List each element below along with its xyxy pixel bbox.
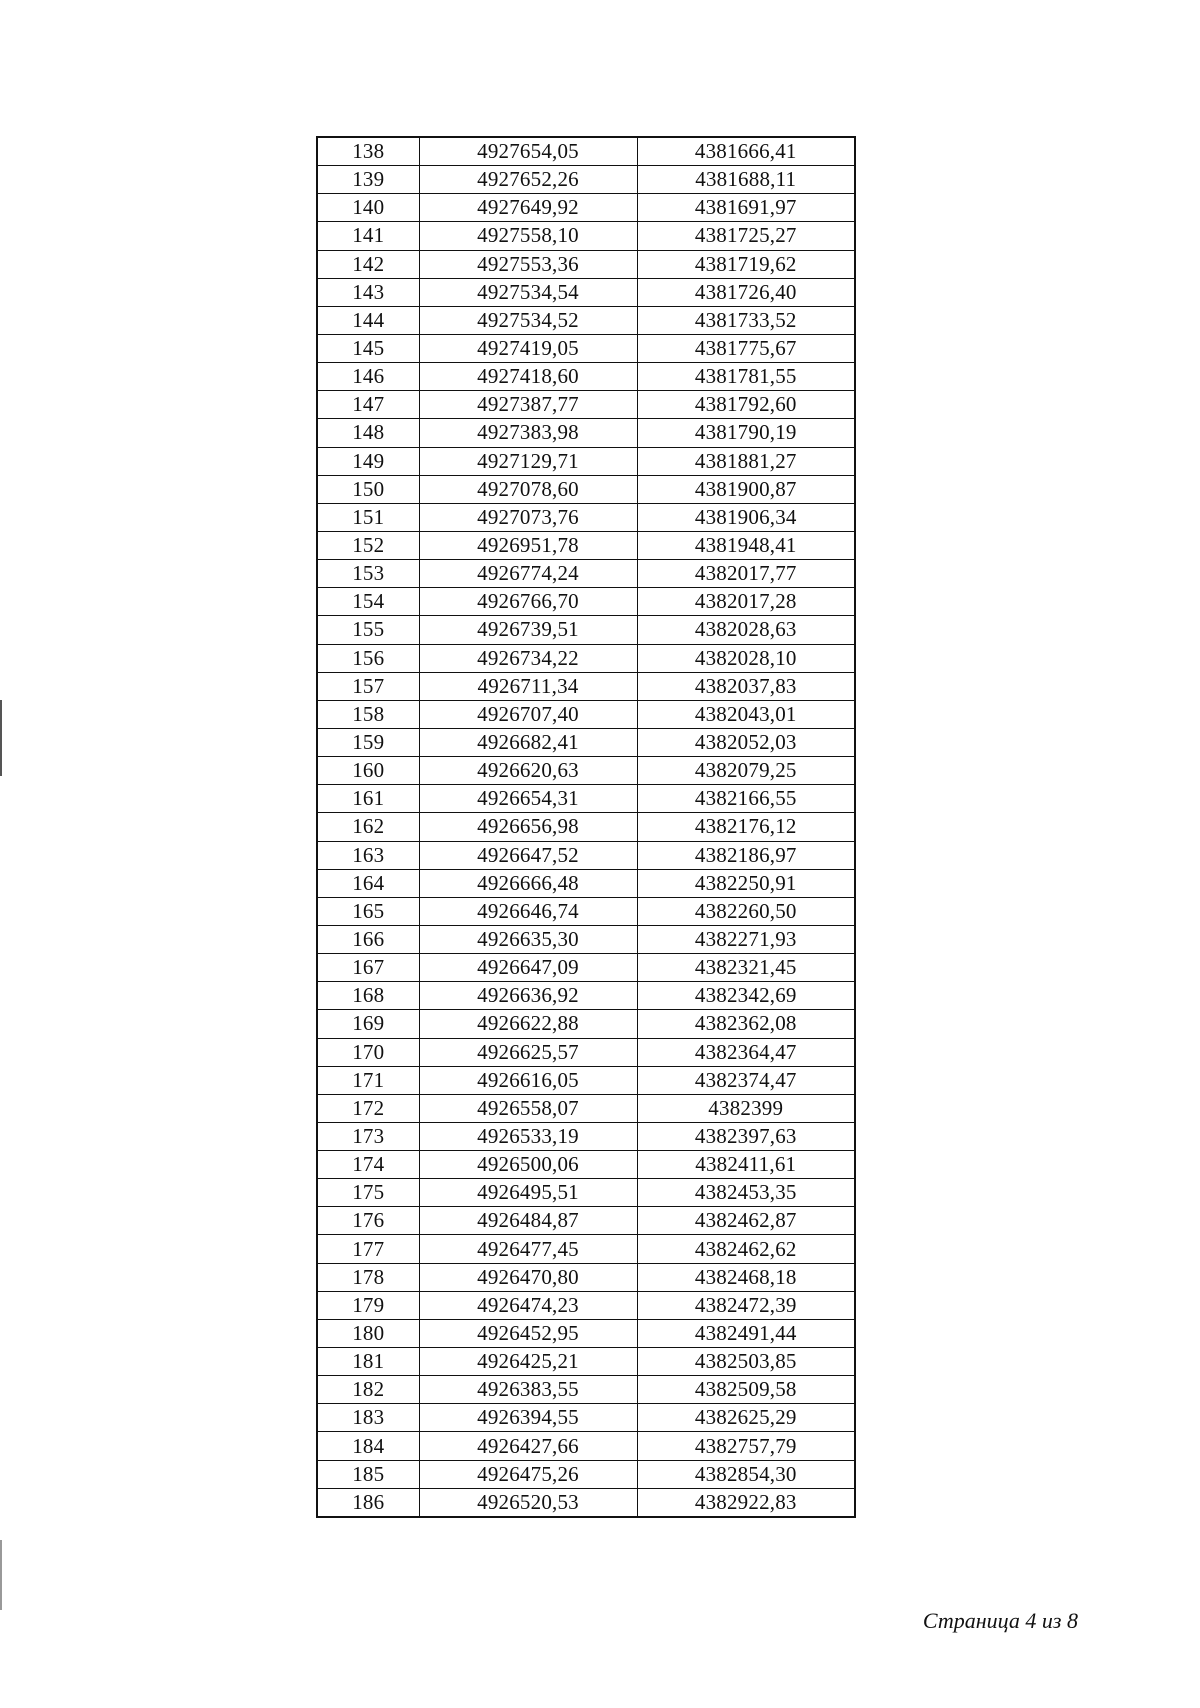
table-row xyxy=(317,363,855,391)
table-row xyxy=(317,813,855,841)
table-row xyxy=(317,475,855,503)
x-coordinate-cell: 4926474,23 xyxy=(419,1291,637,1319)
y-coordinate-cell: 4382399 xyxy=(637,1094,855,1122)
y-coordinate-cell: 4382176,12 xyxy=(637,813,855,841)
x-coordinate-cell: 4926616,05 xyxy=(419,1066,637,1094)
table-row xyxy=(317,194,855,222)
x-coordinate-cell: 4927387,77 xyxy=(419,391,637,419)
point-number-cell: 162 xyxy=(317,813,419,841)
x-coordinate-cell: 4927419,05 xyxy=(419,334,637,362)
y-coordinate-cell: 4381775,67 xyxy=(637,334,855,362)
x-coordinate-cell: 4926622,88 xyxy=(419,1010,637,1038)
y-coordinate-cell: 4382472,39 xyxy=(637,1291,855,1319)
point-number-cell: 178 xyxy=(317,1263,419,1291)
point-number-cell: 140 xyxy=(317,194,419,222)
point-number-cell: 177 xyxy=(317,1235,419,1263)
point-number-cell: 139 xyxy=(317,166,419,194)
table-row xyxy=(317,1235,855,1263)
x-coordinate-cell: 4926477,45 xyxy=(419,1235,637,1263)
x-coordinate-cell: 4926682,41 xyxy=(419,728,637,756)
table-row xyxy=(317,1460,855,1488)
x-coordinate-cell: 4927078,60 xyxy=(419,475,637,503)
point-number-cell: 172 xyxy=(317,1094,419,1122)
y-coordinate-cell: 4382321,45 xyxy=(637,954,855,982)
y-coordinate-cell: 4381719,62 xyxy=(637,250,855,278)
table-row xyxy=(317,616,855,644)
x-coordinate-cell: 4927652,26 xyxy=(419,166,637,194)
y-coordinate-cell: 4382028,10 xyxy=(637,644,855,672)
point-number-cell: 143 xyxy=(317,278,419,306)
y-coordinate-cell: 4381666,41 xyxy=(637,137,855,166)
x-coordinate-cell: 4926452,95 xyxy=(419,1319,637,1347)
point-number-cell: 166 xyxy=(317,925,419,953)
point-number-cell: 142 xyxy=(317,250,419,278)
scan-edge-mark xyxy=(0,1540,2,1610)
point-number-cell: 149 xyxy=(317,447,419,475)
table-row xyxy=(317,1207,855,1235)
y-coordinate-cell: 4382017,28 xyxy=(637,588,855,616)
y-coordinate-cell: 4382186,97 xyxy=(637,841,855,869)
x-coordinate-cell: 4926711,34 xyxy=(419,672,637,700)
table-row xyxy=(317,391,855,419)
y-coordinate-cell: 4382453,35 xyxy=(637,1179,855,1207)
x-coordinate-cell: 4926533,19 xyxy=(419,1122,637,1150)
y-coordinate-cell: 4382037,83 xyxy=(637,672,855,700)
table-row xyxy=(317,447,855,475)
x-coordinate-cell: 4926734,22 xyxy=(419,644,637,672)
point-number-cell: 159 xyxy=(317,728,419,756)
y-coordinate-cell: 4382503,85 xyxy=(637,1348,855,1376)
point-number-cell: 183 xyxy=(317,1404,419,1432)
x-coordinate-cell: 4926766,70 xyxy=(419,588,637,616)
table-row xyxy=(317,334,855,362)
table-row xyxy=(317,1122,855,1150)
y-coordinate-cell: 4381691,97 xyxy=(637,194,855,222)
table-row xyxy=(317,1151,855,1179)
x-coordinate-cell: 4926500,06 xyxy=(419,1151,637,1179)
scan-edge-mark xyxy=(0,700,2,776)
point-number-cell: 167 xyxy=(317,954,419,982)
x-coordinate-cell: 4927534,54 xyxy=(419,278,637,306)
y-coordinate-cell: 4381900,87 xyxy=(637,475,855,503)
x-coordinate-cell: 4926558,07 xyxy=(419,1094,637,1122)
point-number-cell: 180 xyxy=(317,1319,419,1347)
y-coordinate-cell: 4382271,93 xyxy=(637,925,855,953)
y-coordinate-cell: 4382250,91 xyxy=(637,869,855,897)
table-row xyxy=(317,306,855,334)
table-row xyxy=(317,1432,855,1460)
x-coordinate-cell: 4926394,55 xyxy=(419,1404,637,1432)
point-number-cell: 164 xyxy=(317,869,419,897)
y-coordinate-cell: 4382043,01 xyxy=(637,700,855,728)
point-number-cell: 168 xyxy=(317,982,419,1010)
point-number-cell: 175 xyxy=(317,1179,419,1207)
table-row xyxy=(317,531,855,559)
table-row xyxy=(317,757,855,785)
table-row xyxy=(317,1263,855,1291)
y-coordinate-cell: 4382462,87 xyxy=(637,1207,855,1235)
table-row xyxy=(317,1179,855,1207)
y-coordinate-cell: 4382757,79 xyxy=(637,1432,855,1460)
x-coordinate-cell: 4926647,09 xyxy=(419,954,637,982)
point-number-cell: 184 xyxy=(317,1432,419,1460)
y-coordinate-cell: 4382625,29 xyxy=(637,1404,855,1432)
point-number-cell: 170 xyxy=(317,1038,419,1066)
x-coordinate-cell: 4926520,53 xyxy=(419,1488,637,1517)
x-coordinate-cell: 4926646,74 xyxy=(419,897,637,925)
point-number-cell: 173 xyxy=(317,1122,419,1150)
point-number-cell: 138 xyxy=(317,137,419,166)
table-row xyxy=(317,982,855,1010)
point-number-cell: 158 xyxy=(317,700,419,728)
point-number-cell: 185 xyxy=(317,1460,419,1488)
point-number-cell: 161 xyxy=(317,785,419,813)
table-row xyxy=(317,222,855,250)
table-row xyxy=(317,672,855,700)
y-coordinate-cell: 4382462,62 xyxy=(637,1235,855,1263)
y-coordinate-cell: 4381948,41 xyxy=(637,531,855,559)
x-coordinate-cell: 4926656,98 xyxy=(419,813,637,841)
point-number-cell: 186 xyxy=(317,1488,419,1517)
x-coordinate-cell: 4926620,63 xyxy=(419,757,637,785)
point-number-cell: 176 xyxy=(317,1207,419,1235)
x-coordinate-cell: 4926495,51 xyxy=(419,1179,637,1207)
table-row xyxy=(317,588,855,616)
point-number-cell: 155 xyxy=(317,616,419,644)
point-number-cell: 147 xyxy=(317,391,419,419)
x-coordinate-cell: 4926470,80 xyxy=(419,1263,637,1291)
table-row xyxy=(317,1010,855,1038)
coordinates-table-body xyxy=(317,137,855,1517)
x-coordinate-cell: 4926427,66 xyxy=(419,1432,637,1460)
point-number-cell: 165 xyxy=(317,897,419,925)
x-coordinate-cell: 4926635,30 xyxy=(419,925,637,953)
x-coordinate-cell: 4926636,92 xyxy=(419,982,637,1010)
point-number-cell: 171 xyxy=(317,1066,419,1094)
x-coordinate-cell: 4927129,71 xyxy=(419,447,637,475)
point-number-cell: 146 xyxy=(317,363,419,391)
table-row xyxy=(317,503,855,531)
table-row xyxy=(317,1376,855,1404)
table-row xyxy=(317,897,855,925)
y-coordinate-cell: 4381726,40 xyxy=(637,278,855,306)
table-row xyxy=(317,166,855,194)
point-number-cell: 174 xyxy=(317,1151,419,1179)
table-row xyxy=(317,1404,855,1432)
point-number-cell: 148 xyxy=(317,419,419,447)
table-row xyxy=(317,1319,855,1347)
x-coordinate-cell: 4926707,40 xyxy=(419,700,637,728)
table-row xyxy=(317,869,855,897)
point-number-cell: 145 xyxy=(317,334,419,362)
y-coordinate-cell: 4382491,44 xyxy=(637,1319,855,1347)
table-row xyxy=(317,785,855,813)
y-coordinate-cell: 4382052,03 xyxy=(637,728,855,756)
x-coordinate-cell: 4926425,21 xyxy=(419,1348,637,1376)
x-coordinate-cell: 4927534,52 xyxy=(419,306,637,334)
x-coordinate-cell: 4926647,52 xyxy=(419,841,637,869)
table-row xyxy=(317,954,855,982)
table-row xyxy=(317,419,855,447)
y-coordinate-cell: 4381881,27 xyxy=(637,447,855,475)
point-number-cell: 169 xyxy=(317,1010,419,1038)
coordinates-table xyxy=(316,136,856,1518)
point-number-cell: 141 xyxy=(317,222,419,250)
point-number-cell: 156 xyxy=(317,644,419,672)
y-coordinate-cell: 4382854,30 xyxy=(637,1460,855,1488)
y-coordinate-cell: 4382364,47 xyxy=(637,1038,855,1066)
point-number-cell: 152 xyxy=(317,531,419,559)
y-coordinate-cell: 4382260,50 xyxy=(637,897,855,925)
x-coordinate-cell: 4927383,98 xyxy=(419,419,637,447)
y-coordinate-cell: 4382362,08 xyxy=(637,1010,855,1038)
y-coordinate-cell: 4382342,69 xyxy=(637,982,855,1010)
table-row xyxy=(317,137,855,166)
y-coordinate-cell: 4382166,55 xyxy=(637,785,855,813)
point-number-cell: 144 xyxy=(317,306,419,334)
x-coordinate-cell: 4926383,55 xyxy=(419,1376,637,1404)
y-coordinate-cell: 4382509,58 xyxy=(637,1376,855,1404)
point-number-cell: 154 xyxy=(317,588,419,616)
point-number-cell: 157 xyxy=(317,672,419,700)
table-row xyxy=(317,644,855,672)
x-coordinate-cell: 4926666,48 xyxy=(419,869,637,897)
y-coordinate-cell: 4382922,83 xyxy=(637,1488,855,1517)
y-coordinate-cell: 4381790,19 xyxy=(637,419,855,447)
y-coordinate-cell: 4382397,63 xyxy=(637,1122,855,1150)
x-coordinate-cell: 4927553,36 xyxy=(419,250,637,278)
x-coordinate-cell: 4926475,26 xyxy=(419,1460,637,1488)
y-coordinate-cell: 4382028,63 xyxy=(637,616,855,644)
x-coordinate-cell: 4926774,24 xyxy=(419,560,637,588)
table-row xyxy=(317,1094,855,1122)
x-coordinate-cell: 4926739,51 xyxy=(419,616,637,644)
y-coordinate-cell: 4381906,34 xyxy=(637,503,855,531)
point-number-cell: 182 xyxy=(317,1376,419,1404)
y-coordinate-cell: 4382411,61 xyxy=(637,1151,855,1179)
table-row xyxy=(317,728,855,756)
table-row xyxy=(317,841,855,869)
y-coordinate-cell: 4382468,18 xyxy=(637,1263,855,1291)
y-coordinate-cell: 4381781,55 xyxy=(637,363,855,391)
point-number-cell: 181 xyxy=(317,1348,419,1376)
x-coordinate-cell: 4927558,10 xyxy=(419,222,637,250)
table-row xyxy=(317,250,855,278)
x-coordinate-cell: 4927418,60 xyxy=(419,363,637,391)
table-row xyxy=(317,1348,855,1376)
table-row xyxy=(317,700,855,728)
y-coordinate-cell: 4381733,52 xyxy=(637,306,855,334)
point-number-cell: 150 xyxy=(317,475,419,503)
x-coordinate-cell: 4926625,57 xyxy=(419,1038,637,1066)
y-coordinate-cell: 4382374,47 xyxy=(637,1066,855,1094)
point-number-cell: 179 xyxy=(317,1291,419,1319)
x-coordinate-cell: 4926951,78 xyxy=(419,531,637,559)
point-number-cell: 160 xyxy=(317,757,419,785)
table-row xyxy=(317,1291,855,1319)
page-number: Страница 4 из 8 xyxy=(922,1608,1078,1633)
point-number-cell: 163 xyxy=(317,841,419,869)
point-number-cell: 153 xyxy=(317,560,419,588)
table-row xyxy=(317,278,855,306)
x-coordinate-cell: 4927649,92 xyxy=(419,194,637,222)
y-coordinate-cell: 4381792,60 xyxy=(637,391,855,419)
table-row xyxy=(317,1038,855,1066)
x-coordinate-cell: 4927654,05 xyxy=(419,137,637,166)
x-coordinate-cell: 4926654,31 xyxy=(419,785,637,813)
x-coordinate-cell: 4927073,76 xyxy=(419,503,637,531)
y-coordinate-cell: 4382079,25 xyxy=(637,757,855,785)
table-row xyxy=(317,925,855,953)
point-number-cell: 151 xyxy=(317,503,419,531)
table-row xyxy=(317,1066,855,1094)
table-row xyxy=(317,1488,855,1517)
table-row xyxy=(317,560,855,588)
y-coordinate-cell: 4381688,11 xyxy=(637,166,855,194)
y-coordinate-cell: 4381725,27 xyxy=(637,222,855,250)
y-coordinate-cell: 4382017,77 xyxy=(637,560,855,588)
x-coordinate-cell: 4926484,87 xyxy=(419,1207,637,1235)
